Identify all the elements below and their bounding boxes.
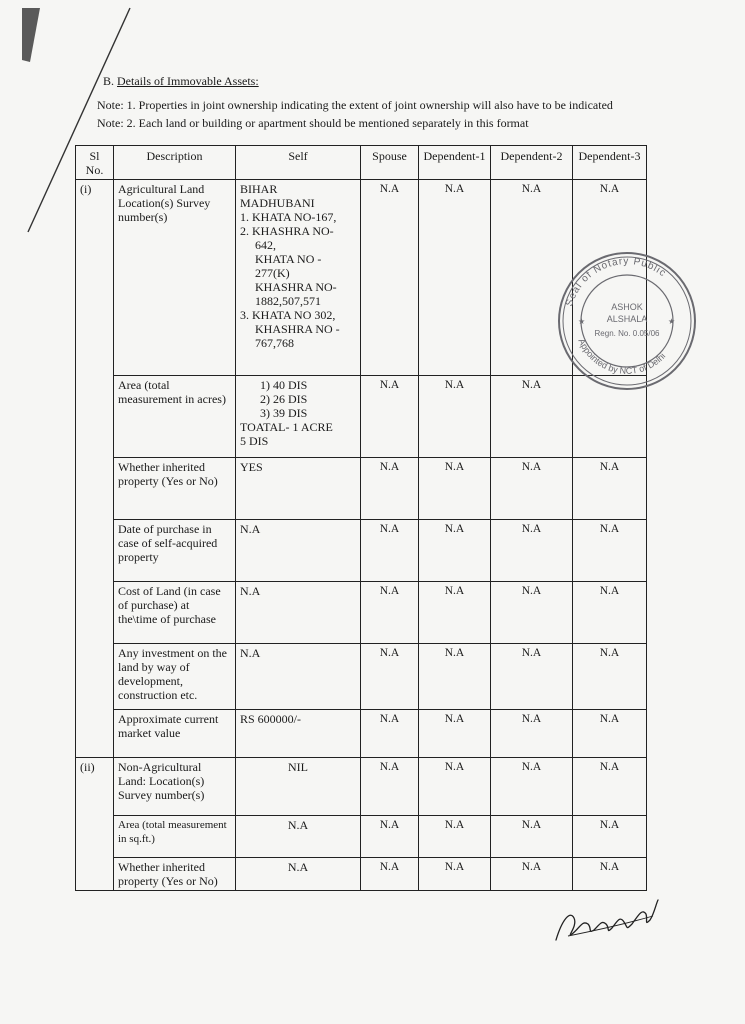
self-line: 1) 40 DIS [260, 378, 308, 392]
dependent-2-cell: N.A [491, 758, 573, 816]
self-line: 1882,507,571 [240, 294, 321, 308]
self-line: 767,768 [240, 336, 294, 350]
table-row [76, 582, 647, 644]
col-dependent-1: Dependent-1 [419, 146, 491, 180]
dependent-1-cell: N.A [419, 710, 491, 758]
dependent-2-cell: N.A [491, 582, 573, 644]
note-2: Note: 2. Each land or building or apartment should be mentioned separately in this format [97, 116, 529, 130]
self-line: KHATA NO - [240, 252, 322, 266]
self-land-details [240, 182, 356, 350]
self-cell: N.A [236, 858, 361, 891]
dependent-3-cell: N.A [573, 710, 647, 758]
spouse-cell: N.A [361, 816, 419, 858]
dependent-1-cell: N.A [419, 520, 491, 582]
dependent-2-cell: N.A [491, 180, 573, 376]
section-title: Details of Immovable Assets: [117, 74, 259, 88]
spouse-cell: N.A [361, 180, 419, 376]
dependent-1-cell: N.A [419, 458, 491, 520]
svg-text:★: ★ [668, 317, 676, 326]
svg-text:ALSHALA: ALSHALA [606, 314, 648, 324]
handwritten-signature [548, 890, 663, 950]
self-cell: YES [236, 458, 361, 520]
self-cell: N.A [236, 644, 361, 710]
svg-text:Appointed by NCT of Delhi: Appointed by NCT of Delhi [576, 336, 668, 376]
self-line: 3) 39 DIS [260, 406, 308, 420]
col-dependent-2: Dependent-2 [491, 146, 573, 180]
dependent-3-cell: N.A [573, 180, 647, 376]
table-row [76, 520, 647, 582]
svg-text:ASHOK: ASHOK [611, 302, 643, 312]
sl-no-cell: (ii) [76, 758, 114, 891]
self-line: MADHUBANI [240, 196, 315, 210]
table-row [76, 458, 647, 520]
description-cell: Date of purchase in case of self-acquired property [114, 520, 236, 582]
self-cell [236, 376, 361, 458]
section-letter: B. [103, 74, 115, 88]
self-cell: RS 600000/- [236, 710, 361, 758]
description-cell: Agricultural Land Location(s) Survey number(s) [114, 180, 236, 376]
description-cell: Cost of Land (in case of purchase) at the\time of purchase [114, 582, 236, 644]
self-line: 2. KHASHRA NO- [240, 224, 334, 238]
spouse-cell: N.A [361, 758, 419, 816]
dependent-3-cell: N.A [573, 582, 647, 644]
self-cell: N.A [236, 520, 361, 582]
table-row [76, 644, 647, 710]
dependent-1-cell: N.A [419, 644, 491, 710]
description-cell: Area (total measurement in acres) [114, 376, 236, 458]
dependent-2-cell: N.A [491, 376, 573, 458]
description-cell: Approximate current market value [114, 710, 236, 758]
spouse-cell: N.A [361, 858, 419, 891]
description-cell: Whether inherited property (Yes or No) [114, 458, 236, 520]
col-dependent-3: Dependent-3 [573, 146, 647, 180]
table-header-row [76, 146, 647, 180]
dependent-3-cell: N.A [573, 858, 647, 891]
dependent-3-cell: N.A [573, 520, 647, 582]
self-line: KHASHRA NO - [240, 322, 340, 336]
table-row [76, 816, 647, 858]
dependent-3-cell: N.A [573, 458, 647, 520]
svg-text:Regn. No. 0.05/06: Regn. No. 0.05/06 [594, 329, 660, 338]
self-line: 277(K) [240, 266, 290, 280]
description-cell: Non-Agricultural Land: Location(s) Survey number(s) [114, 758, 236, 816]
self-cell: NIL [236, 758, 361, 816]
description-cell: Whether inherited property (Yes or No) [114, 858, 236, 891]
self-line: 1. KHATA NO-167, [240, 210, 337, 224]
svg-text:★: ★ [578, 317, 586, 326]
table-row [76, 858, 647, 891]
dependent-1-cell: N.A [419, 858, 491, 891]
self-cell: N.A [236, 816, 361, 858]
dependent-1-cell: N.A [419, 758, 491, 816]
dependent-2-cell: N.A [491, 710, 573, 758]
dependent-3-cell: N.A [573, 758, 647, 816]
spouse-cell: N.A [361, 710, 419, 758]
dependent-3-cell: N.A [573, 816, 647, 858]
table-row [76, 710, 647, 758]
col-spouse: Spouse [361, 146, 419, 180]
spouse-cell: N.A [361, 376, 419, 458]
self-cell: N.A [236, 582, 361, 644]
self-line: 5 DIS [240, 434, 269, 448]
col-sl-no: Sl No. [76, 146, 114, 180]
spouse-cell: N.A [361, 458, 419, 520]
description-cell: Area (total measurement in sq.ft.) [114, 816, 236, 858]
col-description: Description [114, 146, 236, 180]
dependent-1-cell: N.A [419, 376, 491, 458]
dependent-2-cell: N.A [491, 520, 573, 582]
notary-seal-stamp [556, 252, 698, 390]
dependent-1-cell: N.A [419, 582, 491, 644]
spouse-cell: N.A [361, 520, 419, 582]
col-self: Self [236, 146, 361, 180]
section-heading [103, 74, 259, 89]
dependent-2-cell: N.A [491, 644, 573, 710]
dependent-1-cell: N.A [419, 816, 491, 858]
note-1: Note: 1. Properties in joint ownership indicating the extent of joint ownership will also have to be indicated [97, 98, 613, 112]
description-cell: Any investment on the land by way of development, construction etc. [114, 644, 236, 710]
self-line: 642, [240, 238, 276, 252]
dependent-3-cell: N.A [573, 644, 647, 710]
self-line: BIHAR [240, 182, 278, 196]
svg-text:Seal of Notary Public: Seal of Notary Public [564, 255, 669, 308]
sl-no-cell: (i) [76, 180, 114, 758]
table-row [76, 758, 647, 816]
dependent-2-cell: N.A [491, 816, 573, 858]
dependent-1-cell: N.A [419, 180, 491, 376]
self-line: 2) 26 DIS [260, 392, 308, 406]
self-line: KHASHRA NO- [240, 280, 337, 294]
spouse-cell: N.A [361, 582, 419, 644]
self-line: TOATAL- 1 ACRE [240, 420, 333, 434]
spouse-cell: N.A [361, 644, 419, 710]
self-line: 3. KHATA NO 302, [240, 308, 336, 322]
self-cell [236, 180, 361, 376]
dependent-2-cell: N.A [491, 458, 573, 520]
dependent-2-cell: N.A [491, 858, 573, 891]
